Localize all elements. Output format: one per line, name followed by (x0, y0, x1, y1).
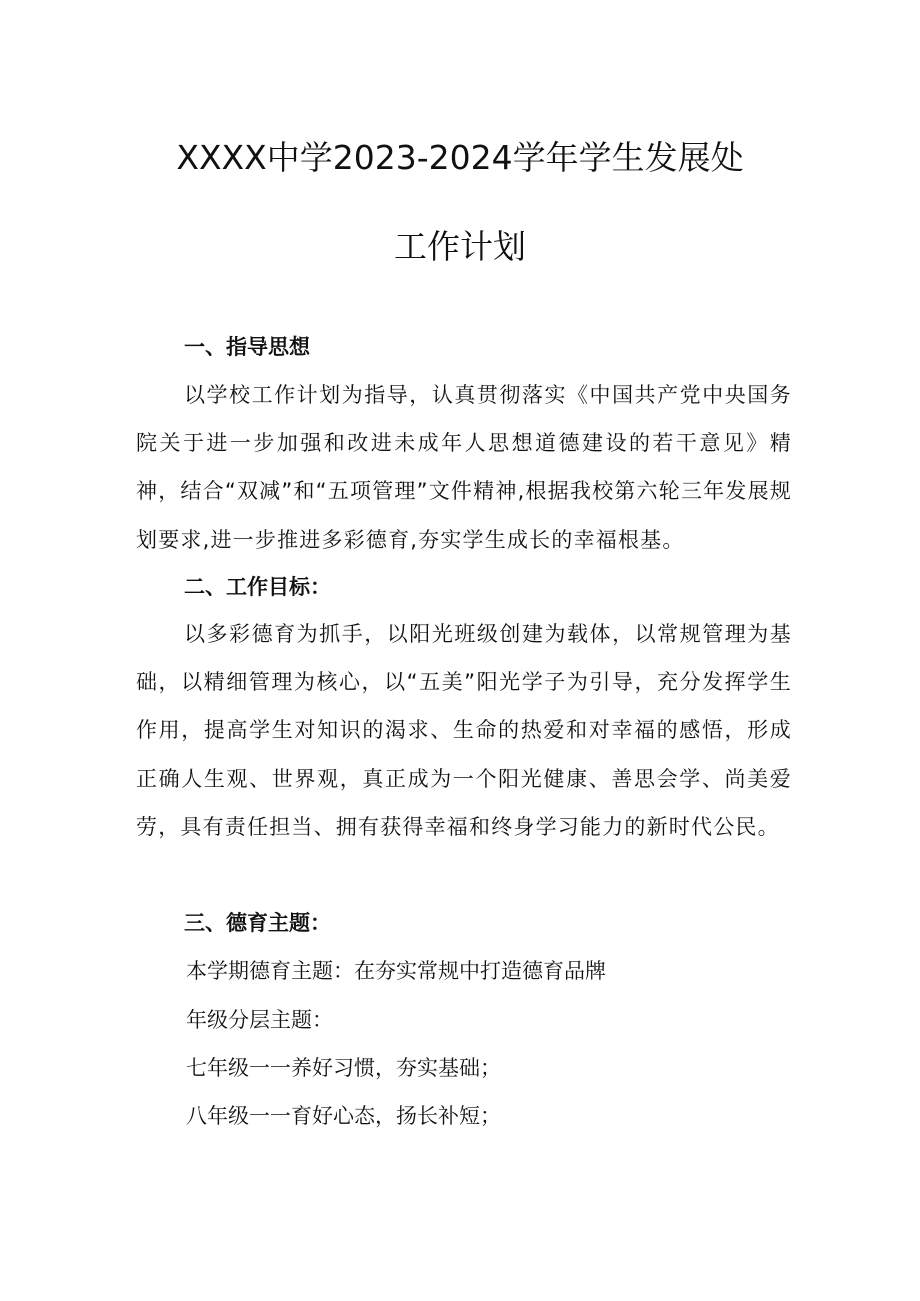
theme-line-semester: 本学期德育主题：在夯实常规中打造德育品牌 (186, 959, 606, 983)
theme-line-grade-7: 七年级一一养好习惯，夯实基础； (186, 1056, 501, 1080)
theme-line-grade-levels: 年级分层主题： (186, 1008, 333, 1032)
section-heading-work-goals: 二、工作目标： (184, 575, 331, 599)
document-title-line-1: XXXX中学2023-2024学年学生发展处 (176, 138, 744, 177)
section-heading-moral-education-theme: 三、德育主题： (184, 911, 331, 935)
section-body-guiding-ideology: 以学校工作计划为指导，认真贯彻落实《中国共产党中央国务院关于进一步加强和改进未成年人思想道德建设的若干意见》精神，结合“双减”和“五项管理”文件精神,根据我校第六轮三年发展规划要求,进一步推进多彩德育,夯实学生成长的幸福根基。 (136, 383, 792, 552)
section-body-work-goals: 以多彩德育为抓手，以阳光班级创建为载体，以常规管理为基础，以精细管理为核心，以“五美”阳光学子为引导，充分发挥学生作用，提高学生对知识的渴求、生命的热爱和对幸福的感悟，形成正确人生观、世界观，真正成为一个阳光健康、善思会学、尚美爱劳，具有责任担当、拥有获得幸福和终身学习能力的新时代公民。 (136, 622, 792, 839)
document-title-line-2: 工作计划 (394, 227, 526, 266)
theme-line-grade-8: 八年级一一育好心态，扬长补短； (186, 1104, 501, 1128)
section-heading-guiding-ideology: 一、指导思想 (184, 335, 310, 359)
